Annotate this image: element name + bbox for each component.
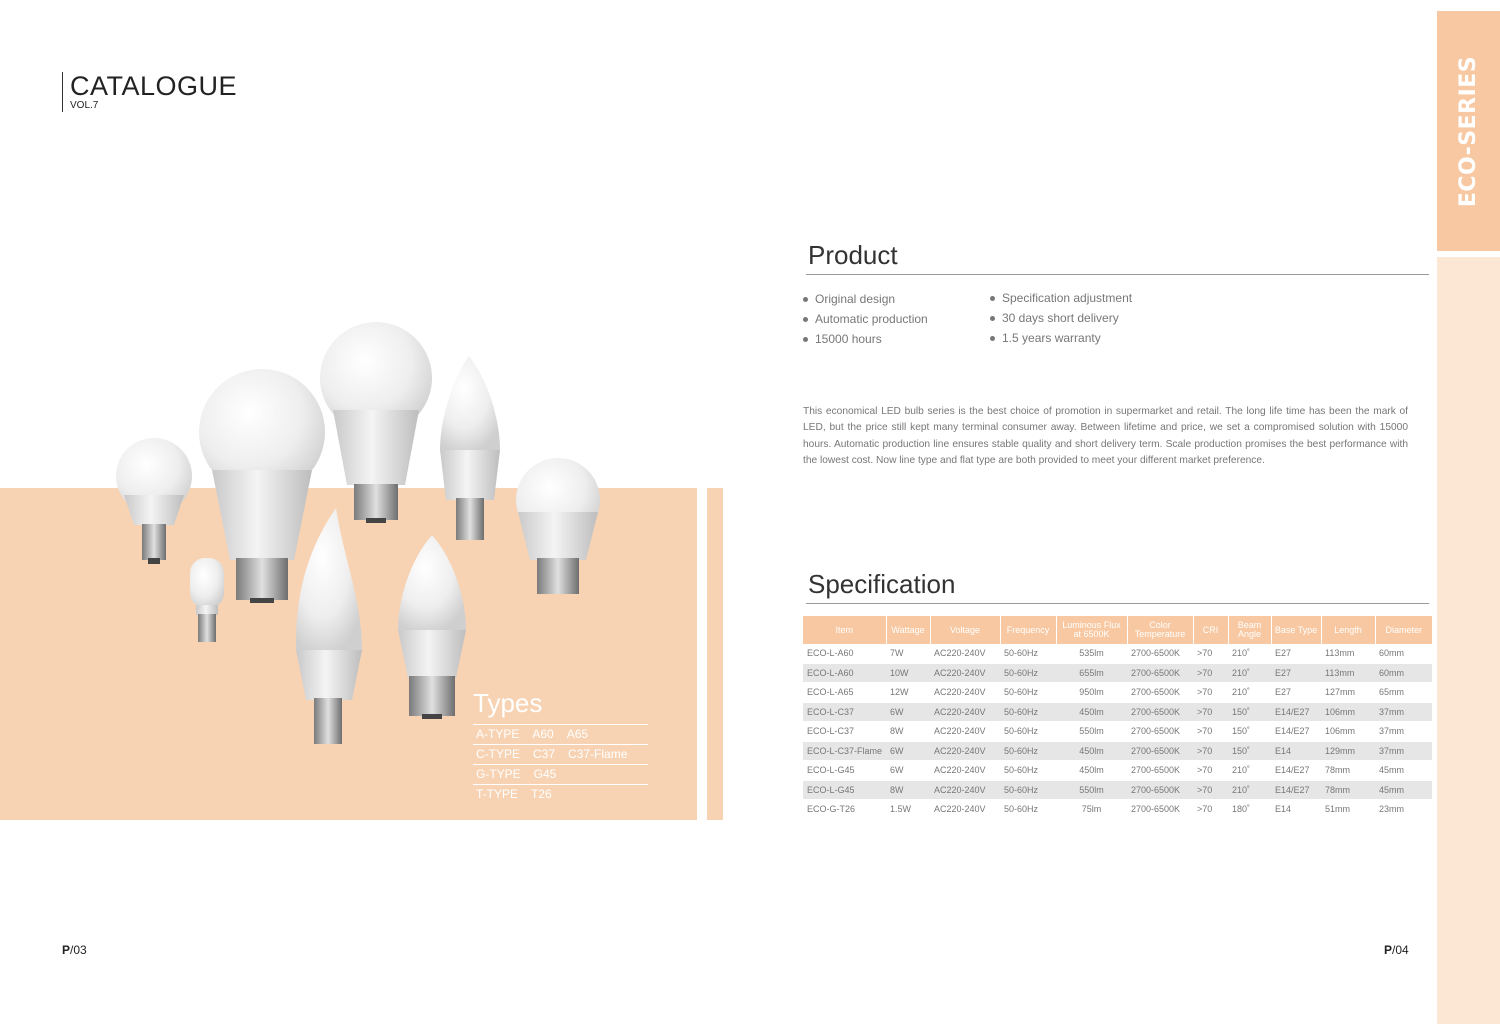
spec-cell: 37mm	[1375, 722, 1432, 742]
specification-divider	[806, 603, 1429, 604]
feature-item: Automatic production	[803, 309, 928, 329]
spec-cell: 45mm	[1375, 780, 1432, 800]
spec-cell: ECO-L-A60	[803, 644, 886, 663]
spec-row	[803, 800, 1432, 820]
spec-cell: 10W	[886, 663, 930, 683]
spec-cell: >70	[1193, 644, 1228, 663]
spec-cell: 106mm	[1321, 722, 1375, 742]
spec-cell: ECO-L-G45	[803, 780, 886, 800]
spec-cell: 50-60Hz	[1000, 780, 1056, 800]
spec-cell: AC220-240V	[930, 683, 1000, 703]
spec-cell: 12W	[886, 683, 930, 703]
spec-cell: 2700-6500K	[1127, 780, 1193, 800]
spec-cell: 655lm	[1056, 663, 1127, 683]
bulb-c37-e27	[398, 535, 466, 719]
spec-cell: 210˚	[1228, 663, 1271, 683]
series-tab-light	[1437, 257, 1500, 1024]
spec-cell: 50-60Hz	[1000, 800, 1056, 820]
spec-header-cell: Length	[1321, 616, 1375, 644]
type-model: A60	[532, 727, 554, 741]
type-name: T-TYPE	[476, 787, 519, 801]
features-left	[803, 289, 928, 349]
spec-cell: 6W	[886, 741, 930, 761]
spec-cell: 8W	[886, 780, 930, 800]
spec-cell: 37mm	[1375, 741, 1432, 761]
spec-cell: 150˚	[1228, 722, 1271, 742]
spec-cell: 6W	[886, 761, 930, 781]
spec-header-cell: Base Type	[1271, 616, 1321, 644]
spec-cell: 210˚	[1228, 683, 1271, 703]
spec-cell: 65mm	[1375, 683, 1432, 703]
spec-cell: 50-60Hz	[1000, 644, 1056, 663]
type-name: A-TYPE	[476, 727, 520, 741]
bulb-c37-top	[440, 356, 500, 540]
type-model: G45	[533, 767, 557, 781]
type-model: T26	[531, 787, 552, 801]
feature-item: Specification adjustment	[990, 288, 1132, 308]
spec-cell: AC220-240V	[930, 663, 1000, 683]
spec-cell: 50-60Hz	[1000, 702, 1056, 722]
spec-cell: 450lm	[1056, 741, 1127, 761]
spec-row	[803, 702, 1432, 722]
spec-cell: 2700-6500K	[1127, 741, 1193, 761]
type-model: A65	[566, 727, 589, 741]
page-number-left: P/03	[62, 943, 87, 957]
feature-item: Original design	[803, 289, 928, 309]
spec-cell: 50-60Hz	[1000, 741, 1056, 761]
product-description: This economical LED bulb series is the best choice of promotion in supermarket and retail. The long life time has been the mark of LED, but the price still kept many terminal consumer away. Between lifetime and price, we set a compromised solution with 15000 hours. Automatic production line ensures stable quality and short delivery term. Scale production promises the best performance with the lowest cost. Now line type and flat type are both provided to meet your different market preference.	[803, 406, 1408, 466]
specification-table	[803, 616, 1432, 820]
spec-cell: 550lm	[1056, 780, 1127, 800]
feature-item: 1.5 years warranty	[990, 328, 1132, 348]
series-tab-label	[1437, 11, 1500, 251]
type-model: C37-Flame	[568, 747, 628, 761]
spec-cell: 51mm	[1321, 800, 1375, 820]
spec-cell: ECO-G-T26	[803, 800, 886, 820]
spec-cell: >70	[1193, 702, 1228, 722]
series-tab-text: ECO-SERIES	[1456, 55, 1482, 207]
spec-cell: 127mm	[1321, 683, 1375, 703]
spec-header-cell: Frequency	[1000, 616, 1056, 644]
types-row	[473, 764, 648, 784]
spec-header-row	[803, 616, 1432, 644]
spec-cell: 75lm	[1056, 800, 1127, 820]
spec-cell: >70	[1193, 683, 1228, 703]
spec-cell: 106mm	[1321, 702, 1375, 722]
spec-cell: E27	[1271, 644, 1321, 663]
spec-cell: ECO-L-A60	[803, 663, 886, 683]
spec-header-cell: CRI	[1193, 616, 1228, 644]
spec-cell: 78mm	[1321, 761, 1375, 781]
spec-row	[803, 780, 1432, 800]
spec-cell: ECO-L-C37	[803, 722, 886, 742]
spec-cell: AC220-240V	[930, 722, 1000, 742]
spec-cell: 210˚	[1228, 644, 1271, 663]
bulb-t26	[190, 558, 224, 642]
spec-cell: E14/E27	[1271, 702, 1321, 722]
spec-cell: 113mm	[1321, 644, 1375, 663]
spec-header-cell: Beam Angle	[1228, 616, 1271, 644]
spec-cell: 50-60Hz	[1000, 683, 1056, 703]
spec-cell: 2700-6500K	[1127, 683, 1193, 703]
spec-cell: >70	[1193, 761, 1228, 781]
product-divider	[806, 274, 1429, 275]
spec-row	[803, 761, 1432, 781]
catalogue-title: CATALOGUE	[70, 71, 238, 101]
spec-cell: 450lm	[1056, 761, 1127, 781]
type-name: G-TYPE	[476, 767, 521, 781]
spec-header-cell: Diameter	[1375, 616, 1432, 644]
types-panel	[473, 688, 648, 804]
spec-cell: AC220-240V	[930, 702, 1000, 722]
spec-cell: ECO-L-G45	[803, 761, 886, 781]
spec-cell: 1.5W	[886, 800, 930, 820]
spec-cell: ECO-L-C37	[803, 702, 886, 722]
bulb-g45-left	[116, 438, 192, 564]
product-heading: Product	[808, 240, 898, 270]
spec-cell: 210˚	[1228, 780, 1271, 800]
spec-cell: 2700-6500K	[1127, 722, 1193, 742]
spec-cell: E14	[1271, 741, 1321, 761]
spec-cell: 60mm	[1375, 663, 1432, 683]
spec-cell: 23mm	[1375, 800, 1432, 820]
spec-cell: 2700-6500K	[1127, 800, 1193, 820]
spec-table-body	[803, 644, 1432, 819]
spec-header-cell: Color Temperature	[1127, 616, 1193, 644]
spec-cell: 180˚	[1228, 800, 1271, 820]
spec-cell: 37mm	[1375, 702, 1432, 722]
spec-cell: 50-60Hz	[1000, 663, 1056, 683]
spec-cell: AC220-240V	[930, 761, 1000, 781]
spec-cell: >70	[1193, 741, 1228, 761]
spec-cell: E14/E27	[1271, 761, 1321, 781]
types-row	[473, 784, 648, 804]
spec-cell: 8W	[886, 722, 930, 742]
spec-cell: 78mm	[1321, 780, 1375, 800]
type-model: C37	[533, 747, 556, 761]
spec-cell: 150˚	[1228, 741, 1271, 761]
spec-cell: 150˚	[1228, 702, 1271, 722]
spec-cell: 550lm	[1056, 722, 1127, 742]
spec-cell: 450lm	[1056, 702, 1127, 722]
types-heading: Types	[473, 688, 543, 718]
spec-cell: 535lm	[1056, 644, 1127, 663]
spec-cell: >70	[1193, 780, 1228, 800]
spec-row	[803, 722, 1432, 742]
spec-cell: 2700-6500K	[1127, 644, 1193, 663]
spec-cell: 950lm	[1056, 683, 1127, 703]
spec-cell: >70	[1193, 800, 1228, 820]
spec-cell: ECO-L-C37-Flame	[803, 741, 886, 761]
page-number-right: P/04	[1384, 943, 1409, 957]
spec-cell: E27	[1271, 683, 1321, 703]
spec-cell: AC220-240V	[930, 780, 1000, 800]
spec-cell: 113mm	[1321, 663, 1375, 683]
spec-cell: 210˚	[1228, 761, 1271, 781]
spec-cell: AC220-240V	[930, 741, 1000, 761]
bulb-a60-top	[320, 322, 432, 523]
types-row	[473, 744, 648, 764]
spec-cell: 2700-6500K	[1127, 663, 1193, 683]
spec-row	[803, 644, 1432, 663]
spec-cell: E27	[1271, 663, 1321, 683]
spec-header-cell: Wattage	[886, 616, 930, 644]
feature-item: 15000 hours	[803, 329, 928, 349]
spec-cell: E14/E27	[1271, 780, 1321, 800]
spec-cell: 50-60Hz	[1000, 761, 1056, 781]
feature-item: 30 days short delivery	[990, 308, 1132, 328]
bulb-c37-flame	[296, 508, 362, 744]
spec-cell: >70	[1193, 663, 1228, 683]
spec-cell: 2700-6500K	[1127, 702, 1193, 722]
spec-row	[803, 741, 1432, 761]
spec-cell: E14	[1271, 800, 1321, 820]
spec-cell: 45mm	[1375, 761, 1432, 781]
type-name: C-TYPE	[476, 747, 521, 761]
spec-row	[803, 683, 1432, 703]
specification-heading: Specification	[808, 569, 956, 599]
bulb-g45-right	[516, 458, 600, 594]
spec-header-cell: Item	[803, 616, 886, 644]
types-row	[473, 724, 648, 744]
spec-cell: >70	[1193, 722, 1228, 742]
spec-cell: 6W	[886, 702, 930, 722]
spec-cell: 7W	[886, 644, 930, 663]
spec-cell: 50-60Hz	[1000, 722, 1056, 742]
spec-header-cell: Voltage	[930, 616, 1000, 644]
spec-cell: E14/E27	[1271, 722, 1321, 742]
spec-row	[803, 663, 1432, 683]
spec-header-cell: Luminous Flux at 6500K	[1056, 616, 1127, 644]
spec-cell: ECO-L-A65	[803, 683, 886, 703]
spec-cell: AC220-240V	[930, 800, 1000, 820]
spec-cell: AC220-240V	[930, 644, 1000, 663]
spec-cell: 60mm	[1375, 644, 1432, 663]
spec-cell: 2700-6500K	[1127, 761, 1193, 781]
spec-cell: 129mm	[1321, 741, 1375, 761]
features-right	[990, 288, 1132, 348]
catalogue-volume: VOL.7	[70, 100, 99, 111]
